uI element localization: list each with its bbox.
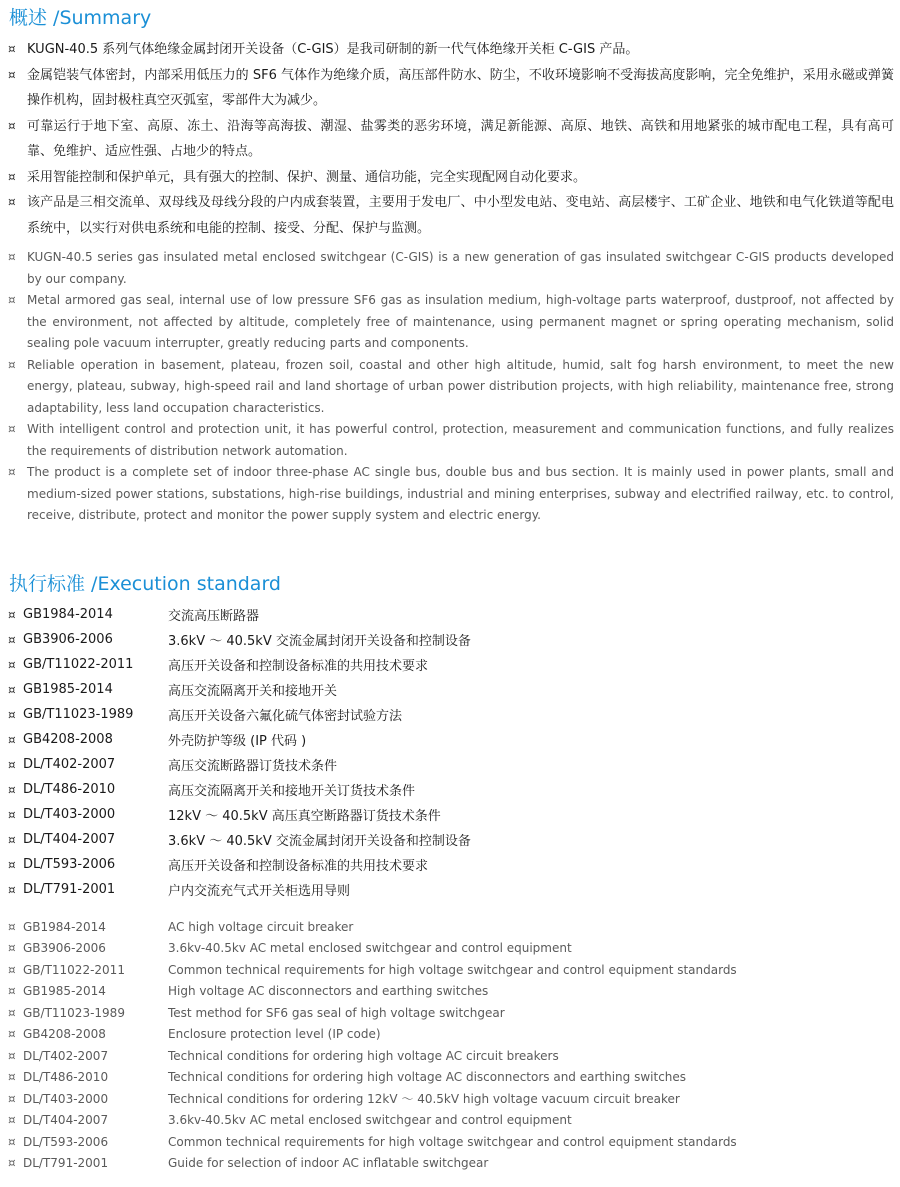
bullet-icon: ¤ [8, 465, 16, 479]
bullet-icon: ¤ [8, 832, 16, 847]
standard-code: GB4208-2008 [23, 732, 113, 747]
standard-row [8, 1002, 888, 1024]
bullet-icon: ¤ [8, 357, 16, 372]
standard-name: Common technical requirements for high voltage switchgear and control equipment standards [168, 962, 737, 977]
list-item [8, 114, 894, 165]
item-text: With intelligent control and protection unit, it has powerful control, protection, measurement and communication functions, and fully realizes the requirements of distribution network automation. [27, 422, 894, 458]
standard-code: DL/T593-2006 [23, 1134, 109, 1149]
standard-row [8, 1024, 888, 1046]
bullet-icon: ¤ [8, 682, 16, 697]
standard-name: 高压开关设备六氟化硫气体密封试验方法 [168, 709, 403, 724]
list-item [8, 37, 894, 63]
bullet-icon: ¤ [8, 1005, 16, 1020]
bullet-icon: ¤ [8, 632, 16, 647]
standard-row [8, 802, 888, 827]
standard-name: 3.6kv-40.5kv AC metal enclosed switchgear and control equipment [168, 1113, 572, 1128]
standard-name: 12kV ～ 40.5kV 高压真空断路器订货技术条件 [168, 809, 441, 824]
standard-row [8, 1153, 888, 1175]
bullet-icon: ¤ [8, 250, 16, 264]
bullet-icon: ¤ [8, 1091, 16, 1106]
standard-row [8, 752, 888, 777]
bullet-icon: ¤ [8, 293, 16, 307]
standard-row [8, 938, 888, 960]
standard-name: AC high voltage circuit breaker [168, 919, 354, 934]
standard-row [8, 1067, 888, 1089]
bullet-icon: ¤ [8, 807, 16, 822]
standard-code: GB3906-2006 [23, 941, 106, 956]
standards-en-list [8, 916, 888, 1174]
summary-title: 概述 /Summary [9, 7, 152, 29]
list-item [8, 462, 894, 527]
standard-row [8, 959, 888, 981]
list-item [8, 63, 894, 114]
standard-code: DL/T403-2000 [23, 807, 116, 822]
standard-name: Common technical requirements for high voltage switchgear and control equipment standards [168, 1134, 737, 1149]
bullet-icon: ¤ [8, 882, 16, 897]
standard-name: 高压交流断路器订货技术条件 [168, 759, 338, 774]
item-text: The product is a complete set of indoor three-phase AC single bus, double bus and bus section. It is mainly used in power plants, small and medium-sized power stations, substations, high-rise buildings, industrial and mining enterprises, subway and electrified railway, etc. to control, receive, distribute, protect and monitor the power supply system and electric energy. [27, 465, 894, 522]
standards-cn-list [8, 602, 888, 902]
bullet-icon: ¤ [8, 422, 16, 436]
standard-code: DL/T403-2000 [23, 1091, 109, 1106]
standard-code: GB/T11023-1989 [23, 707, 134, 722]
list-item [8, 419, 894, 462]
standard-row [8, 652, 888, 677]
standard-name: Guide for selection of indoor AC inflatable switchgear [168, 1156, 489, 1171]
standard-name: 高压开关设备和控制设备标准的共用技术要求 [168, 659, 429, 674]
item-text: KUGN-40.5 series gas insulated metal enclosed switchgear (C-GIS) is a new generation of gas insulated switchgear C-GIS products developed by our company. [27, 250, 894, 286]
list-item [8, 165, 894, 191]
item-text: Reliable operation in basement, plateau, frozen soil, coastal and other high altitude, humid, salt fog harsh environment, to meet the new energy, plateau, subway, high-speed rail and land shortage of urban power distribution projects, with high reliability, maintenance free, strong adaptability, less land occupation characteristics. [27, 357, 894, 415]
bullet-icon: ¤ [8, 657, 16, 672]
standard-code: GB/T11022-2011 [23, 657, 134, 672]
bullet-icon: ¤ [8, 195, 16, 209]
summary-cn-list [8, 37, 894, 241]
standard-code: DL/T486-2010 [23, 782, 116, 797]
standard-name: 交流高压断路器 [168, 609, 260, 624]
bullet-icon: ¤ [8, 1134, 16, 1149]
standard-row [8, 777, 888, 802]
bullet-icon: ¤ [8, 732, 16, 747]
list-item [8, 247, 894, 290]
standards-title: 执行标准 /Execution standard [9, 573, 281, 595]
bullet-icon: ¤ [8, 984, 16, 999]
bullet-icon: ¤ [8, 919, 16, 934]
standard-row [8, 702, 888, 727]
standard-name: Technical conditions for ordering high voltage AC circuit breakers [168, 1048, 559, 1063]
item-text: 该产品是三相交流单、双母线及母线分段的户内成套装置，主要用于发电厂、中小型发电站、变电站、高层楼宇、工矿企业、地铁和电气化铁道等配电系统中，以实行对供电系统和电能的控制、接受、分配、保护与监测。 [27, 195, 894, 236]
standard-row [8, 877, 888, 902]
standard-code: GB3906-2006 [23, 632, 113, 647]
bullet-icon: ¤ [8, 118, 16, 133]
bullet-icon: ¤ [8, 962, 16, 977]
standard-name: Test method for SF6 gas seal of high voltage switchgear [168, 1005, 505, 1020]
bullet-icon: ¤ [8, 42, 16, 56]
standard-name: 高压交流隔离开关和接地开关订货技术条件 [168, 784, 416, 799]
standard-row [8, 1110, 888, 1132]
list-item [8, 190, 894, 241]
standard-code: GB1984-2014 [23, 919, 106, 934]
standard-code: DL/T486-2010 [23, 1070, 109, 1085]
list-item [8, 355, 894, 420]
standard-name: Technical conditions for ordering 12kV ～ 40.5kV high voltage vacuum circuit breaker [168, 1092, 680, 1107]
standard-code: GB1985-2014 [23, 682, 113, 697]
standard-row [8, 727, 888, 752]
standard-row [8, 602, 888, 627]
item-text: 可靠运行于地下室、高原、冻土、沿海等高海拔、潮湿、盐雾类的恶劣环境，满足新能源、高原、地铁、高铁和用地紧张的城市配电工程，具有高可靠、免维护、适应性强、占地少的特点。 [27, 118, 894, 159]
bullet-icon: ¤ [8, 707, 16, 722]
standard-name: 3.6kV ～ 40.5kV 交流金属封闭开关设备和控制设备 [168, 634, 471, 649]
standard-code: GB/T11023-1989 [23, 1005, 125, 1020]
standard-name: 高压交流隔离开关和接地开关 [168, 684, 338, 699]
standard-code: DL/T402-2007 [23, 1048, 109, 1063]
standard-name: 高压开关设备和控制设备标准的共用技术要求 [168, 859, 429, 874]
list-item [8, 290, 894, 355]
item-text: 金属铠装气体密封，内部采用低压力的 SF6 气体作为绝缘介质，高压部件防水、防尘，不收环境影响不受海拔高度影响，完全免维护，采用永磁或弹簧操作机构，固封极柱真空灭弧室，零部件大为减少。 [27, 67, 894, 108]
standard-row [8, 677, 888, 702]
summary-en-list [8, 247, 894, 527]
item-text: Metal armored gas seal, internal use of low pressure SF6 gas as insulation medium, high-voltage parts waterproof, dustproof, not affected by the environment, not affected by altitude, completely free of maintenance, using permanent magnet or spring operating mechanism, solid sealing pole vacuum interrupter, greatly reducing parts and components. [27, 293, 894, 350]
bullet-icon: ¤ [8, 1070, 16, 1085]
standard-code: DL/T791-2001 [23, 1156, 109, 1171]
standard-row [8, 627, 888, 652]
standard-name: 外壳防护等级 (IP 代码 ) [168, 734, 307, 749]
standard-code: DL/T404-2007 [23, 832, 116, 847]
standard-row [8, 852, 888, 877]
standard-name: High voltage AC disconnectors and earthing switches [168, 984, 489, 999]
standard-row [8, 1045, 888, 1067]
standard-row [8, 916, 888, 938]
standard-code: GB1985-2014 [23, 984, 106, 999]
bullet-icon: ¤ [8, 607, 16, 622]
standard-code: GB/T11022-2011 [23, 962, 125, 977]
bullet-icon: ¤ [8, 1048, 16, 1063]
standard-row [8, 827, 888, 852]
standard-name: 3.6kV ～ 40.5kV 交流金属封闭开关设备和控制设备 [168, 834, 471, 849]
standard-name: 户内交流充气式开关柜选用导则 [168, 884, 351, 899]
bullet-icon: ¤ [8, 1156, 16, 1171]
standard-row [8, 1131, 888, 1153]
standard-code: GB1984-2014 [23, 607, 113, 622]
standard-code: DL/T791-2001 [23, 882, 116, 897]
bullet-icon: ¤ [8, 857, 16, 872]
standard-code: GB4208-2008 [23, 1027, 106, 1042]
item-text: 采用智能控制和保护单元，具有强大的控制、保护、测量、通信功能，完全实现配网自动化要求。 [27, 169, 587, 185]
bullet-icon: ¤ [8, 941, 16, 956]
standard-row [8, 981, 888, 1003]
bullet-icon: ¤ [8, 169, 16, 184]
bullet-icon: ¤ [8, 67, 16, 82]
standard-name: 3.6kv-40.5kv AC metal enclosed switchgear and control equipment [168, 941, 572, 956]
bullet-icon: ¤ [8, 782, 16, 797]
standard-row [8, 1088, 888, 1110]
standard-code: DL/T404-2007 [23, 1113, 109, 1128]
bullet-icon: ¤ [8, 757, 16, 772]
standard-name: Technical conditions for ordering high voltage AC disconnectors and earthing switches [168, 1070, 687, 1085]
standard-name: Enclosure protection level (IP code) [168, 1027, 381, 1042]
bullet-icon: ¤ [8, 1113, 16, 1128]
standard-code: DL/T593-2006 [23, 857, 116, 872]
bullet-icon: ¤ [8, 1027, 16, 1042]
standard-code: DL/T402-2007 [23, 757, 116, 772]
item-text: KUGN-40.5 系列气体绝缘金属封闭开关设备（C-GIS）是我司研制的新一代气体绝缘开关柜 C-GIS 产品。 [27, 42, 639, 57]
